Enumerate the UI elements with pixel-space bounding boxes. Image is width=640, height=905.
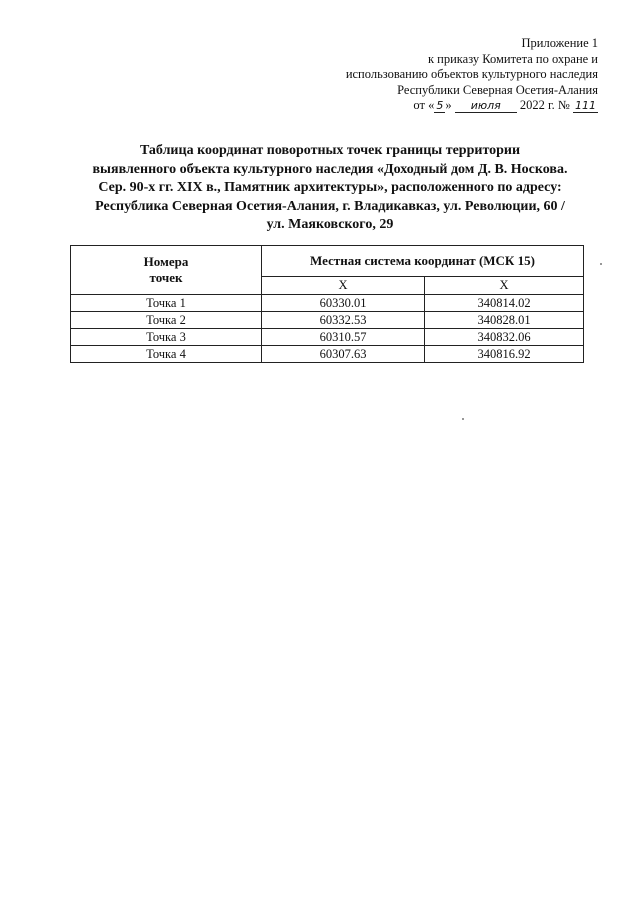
appendix-header	[268, 36, 598, 114]
appendix-republic-line: Республики Северная Осетия-Алания	[397, 82, 598, 97]
point-x: 60307.63	[262, 346, 425, 363]
table-row	[71, 312, 584, 329]
point-name: Точка 3	[71, 329, 262, 346]
point-name: Точка 4	[71, 346, 262, 363]
title-line-4: Республика Северная Осетия-Алания, г. Владикавказ, ул. Революции, 60 /	[95, 198, 565, 214]
point-y: 340832.06	[425, 329, 584, 346]
table-row	[71, 295, 584, 312]
scan-speck	[600, 263, 602, 265]
title-line-5: ул. Маяковского, 29	[266, 217, 394, 232]
date-year: 2022 г. №	[519, 98, 570, 112]
appendix-order-line: к приказу Комитета по охране и	[427, 51, 598, 66]
point-y: 340814.02	[425, 295, 584, 312]
point-name: Точка 1	[71, 295, 262, 312]
point-x: 60310.57	[262, 329, 425, 346]
date-day-handwritten: 5	[436, 99, 444, 112]
title-line-1: Таблица координат поворотных точек границы территории	[139, 143, 521, 158]
appendix-date-line	[268, 98, 598, 114]
appendix-committee-line: использованию объектов культурного наследия	[345, 67, 598, 81]
document-title	[60, 142, 600, 235]
date-mid: »	[445, 98, 452, 112]
point-y: 340816.92	[425, 346, 584, 363]
header-point-numbers: Номера точек	[71, 246, 262, 295]
point-name: Точка 2	[71, 312, 262, 329]
date-prefix: от «	[413, 98, 435, 112]
header-coordinate-system: Местная система координат (МСК 15)	[262, 246, 584, 277]
header-x1: X	[262, 277, 425, 295]
scan-speck	[462, 418, 464, 420]
date-month-handwritten: июля	[455, 100, 517, 113]
title-line-2: выявленного объекта культурного наследия «Доходный дом Д. В. Носкова.	[92, 161, 568, 177]
point-x: 60330.01	[262, 295, 425, 312]
order-number-handwritten: 111	[575, 99, 596, 112]
table-row	[71, 329, 584, 346]
title-line-3: Сер. 90-х гг. XIX в., Памятник архитектуры», расположенного по адресу:	[98, 180, 562, 195]
table-row	[71, 346, 584, 363]
point-x: 60332.53	[262, 312, 425, 329]
appendix-label: Приложение 1	[521, 36, 598, 50]
point-y: 340828.01	[425, 312, 584, 329]
header-x2: X	[425, 277, 584, 295]
table-header-row	[71, 246, 584, 277]
coordinates-table	[70, 245, 584, 363]
